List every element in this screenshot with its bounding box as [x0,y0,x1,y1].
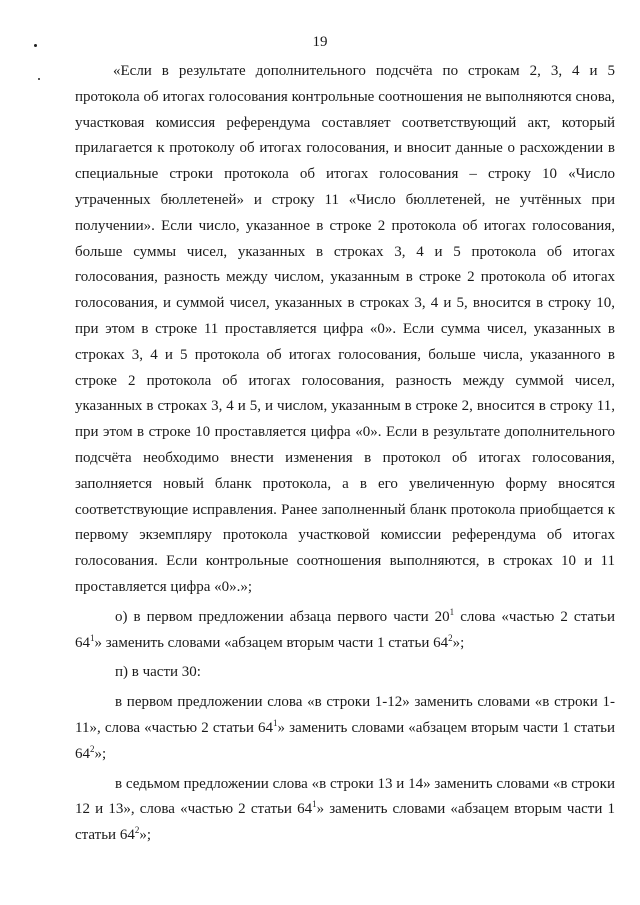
text-run: »; [94,745,107,762]
text-run: п) в части 30: [115,664,201,681]
text-run: о) в первом предложении абзаца первого части 20 [115,608,450,625]
superscript-index: 1 [449,606,455,617]
text-run: слова «частью 2 статьи 64 [75,608,615,651]
page-number: 19 [312,34,328,50]
text-run: » заменить словами «абзацем вторым части 1 статьи 64 [75,801,615,844]
text-run: » заменить словами «абзацем вторым части 1 статьи 64 [75,719,616,762]
body-paragraph [75,772,615,849]
superscript-index: 2 [448,632,453,643]
superscript-index: 1 [90,632,95,643]
text-run: «Если в результате дополнительного подсчёта по строкам 2, 3, 4 и 5 протокола об итогах голосования контрольные соотношения не выполняются снова, участковая комиссия референдума составляет соответствующий акт, который прилагается к протоколу об итогах голосования, и вносит данные о расхождении в специальные строки протокола об итогах голосования – строку 10 «Число утраченных бюллетеней» и строку 11 «Число бюллетеней, не учтённых при получении». Если число, указанное в строке 2 протокола об итогах голосования, больше суммы чисел, указанных в строках 3, 4 и 5 протокола об итогах голосования, разность между числом, указанным в строке 2 протокола об итогах голосования, и суммой чисел, указанных в строках 3, 4 и 5, вносится в строку 10, при этом в строке 11 проставляется цифра «0». Если сумма чисел, указанных в строках 3, 4 и 5 протокола об итогах голосования, больше числа, указанного в строке 2 протокола об итогах голосования, разность между суммой чисел, указанных в строках 3, 4 и 5, и числом, указанным в строке 2, вносится в строку 11, при этом в строке 10 проставляется цифра «0». Если в результате дополнительного подсчёта необходимо внести изменения в протокол об итогах голосования, заполняется новый бланк протокола, а в его увеличенную форму вносятся соответствующие исправления. Ранее заполненный бланк протокола приобщается к первому экземпляру протокола участковой комиссии референдума об итогах голосования. Если контрольные соотношения выполняются, в строках 10 и 11 проставляется цифра «0».»; [75,63,615,595]
text-run: »; [452,634,465,651]
body-paragraph [75,605,615,657]
superscript-index: 2 [134,825,140,836]
body-paragraph [75,59,615,601]
text-run: в первом предложении слова «в строки 1-12» заменить словами «в строки 1-11», слова «частью 2 статьи 64 [75,694,615,736]
scan-speck [38,78,40,80]
superscript-index: 1 [273,717,278,728]
text-run: » заменить словами «абзацем вторым части 1 статьи 64 [94,634,449,651]
text-run: в седьмом предложении слова «в строки 13 и 14» заменить словами «в строки 12 и 13», слова «частью 2 статьи 64 [75,775,615,818]
document-body [75,59,615,849]
text-run: »; [139,827,152,844]
body-paragraph [75,690,615,767]
superscript-index: 2 [90,743,95,754]
body-paragraph [75,660,615,686]
superscript-index: 1 [312,799,317,810]
